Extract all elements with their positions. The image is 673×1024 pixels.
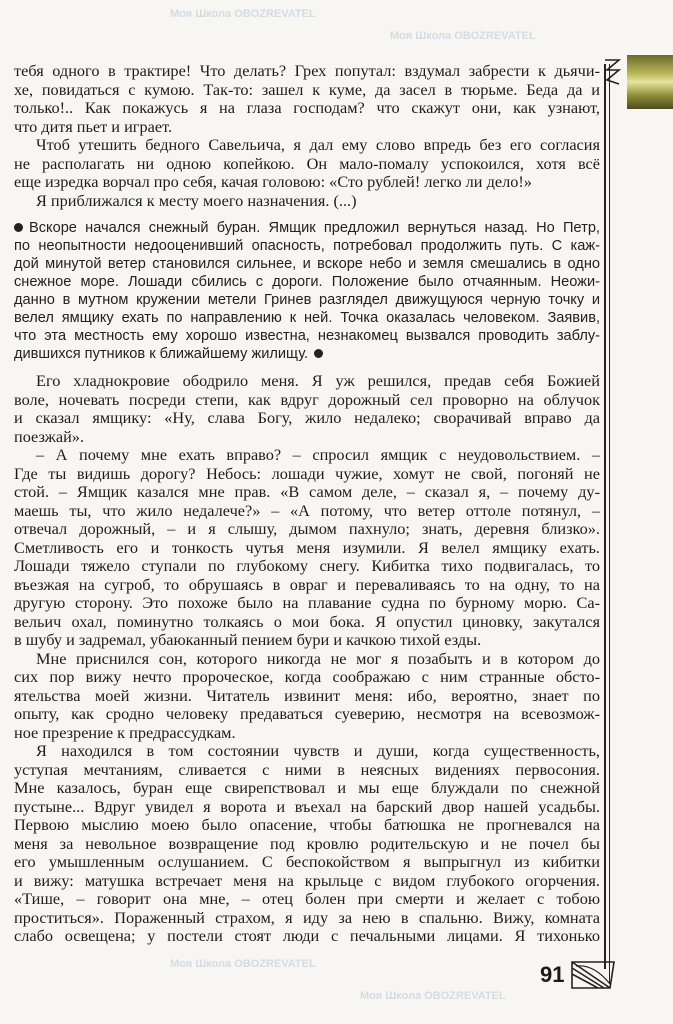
text-line-content: проститься». Пораженный страхом, я иду за нею в спальню. Вижу, комната [14,907,600,927]
text-line [14,62,600,81]
text-line-content: Мне приснился сон, которого никогда не мог я позабыть и в котором до [36,648,600,668]
watermark: Моя Школа OBOZREVATEL [170,8,316,20]
watermark: Моя Школа OBOZREVATEL [360,990,506,1002]
page-border-line [604,64,606,969]
watermark: Моя Школа OBOZREVATEL [170,958,316,970]
text-line-content: вельич охал, поминутно толкаясь о мои бока. Я опустил циновку, закутался [14,611,600,631]
text-line [14,372,600,391]
text-line [14,668,600,687]
text-line [14,345,600,363]
text-line [14,192,600,211]
text-line [14,173,600,192]
text-line-content: пустыне... Вдруг увидел я ворота и въехал на барский двор нашей усадьбы. [14,796,600,816]
text-line [14,255,600,273]
text-line [14,779,600,798]
text-line [14,798,600,817]
text-line [14,465,600,484]
text-line [14,273,600,291]
text-line [14,81,600,100]
text-block-main [14,372,600,946]
text-line-content: тебя одного в трактире! Что делать? Грех попутал: вздумал забрести к дьячи- [14,61,600,80]
text-line [14,724,600,743]
text-line-content: Мне казалось, буран еще свирепствовал и мы еще блуждали по снежной [14,778,600,797]
text-line [14,816,600,835]
watermark: Моя Школа OBOZREVATEL [390,30,536,42]
bullet-icon [14,223,23,232]
text-line [14,409,600,428]
text-line [14,761,600,780]
text-line-content: велел ямщику ехать по направлению к ней. Точка оказалась человеком. Заявив, [14,310,600,326]
text-line-content: снежное море. Лошади сбились с дороги. Положение было отчаянным. Неожи- [14,274,600,290]
text-line [14,835,600,854]
text-line [14,613,600,632]
text-line [14,428,600,447]
text-line-content: Вскоре начался снежный буран. Ямщик предложил вернуться назад. Но Петр, [29,220,600,236]
text-line [14,909,600,928]
text-line-content: и сказал ямщику: «Ну, слава Богу, жило недалеко; сворачивай вправо да [14,408,600,427]
text-line-content: дой минутой ветер становился сильнее, и вскоре небо и земля смешались в одно [14,256,600,272]
text-line [14,631,600,650]
text-line-content: Первою мыслию моею было опасение, чтобы батюшка не прогневался на [14,815,600,834]
text-line [14,219,600,237]
text-line-content: хе, повидаться с кумою. Так-то: зашел к куме, да засел в тюрьме. Беда да и [14,79,600,99]
text-line [14,136,600,155]
text-line-content: опыту, как сродно человеку предаваться суеверию, несмотря на всевозмож- [14,704,600,723]
page-border-line [609,64,610,984]
text-line-content: Я находился в том состоянии чувств и души, когда существенность, [36,741,600,760]
text-line [14,890,600,909]
text-line-content: «Тише, – говорит она мне, – отец болен при смерти и желает с тобою [14,889,600,908]
text-line [14,927,600,946]
text-line-content: ятельства моей жизни. Читатель извинит меня: ибо, вероятно, знает по [14,685,600,705]
decorative-tab [627,55,673,109]
text-line [14,520,600,539]
text-line [14,483,600,502]
text-line [14,853,600,872]
text-line-content: Я приближался к месту моего назначения. (...) [36,190,357,210]
text-line-content: Где ты видишь дорогу? Небось: лошади чужие, хомут не свой, погоняй не [14,463,600,483]
text-line-content: его умышленным ослушанием. С беспокойством я выпрыгнул из кибитки [14,852,600,871]
text-line-content: что дитя пьет и играет. [14,116,173,136]
text-line-content: – А почему мне ехать вправо? – спросил ямщик с неудовольствием. – [36,445,600,464]
text-line-content: в шубу и задремал, убаюканный пением бури и качкою тихой езды. [14,630,482,649]
text-block-top [14,62,600,210]
text-line [14,650,600,669]
text-line [14,391,600,410]
text-line [14,557,600,576]
text-line [14,309,600,327]
text-line-content: сих пор вижу нечто пророческое, когда соображаю с ним странные обсто- [14,667,600,686]
text-line-content: другую сторону. Это похоже было на плавание судна по бурному морю. Са- [14,593,600,612]
text-line [14,237,600,255]
text-line-content: маешь ты, что жило недалече?» – «А потому, что ветер оттоле потянул, – [14,500,600,520]
text-line-content: меня за невольное возвращение под кровлю родительскую и не почел бы [14,833,600,853]
text-line-content: Чтоб утешить бедного Савельича, я дал ему слово впредь без его согласия [36,135,600,154]
ornament-icon [570,958,616,992]
text-line-content: Его хладнокровие ободрило меня. Я уж решился, предав себя Божией [36,371,600,390]
bullet-icon [314,349,323,358]
summary-block [14,219,600,363]
text-line-content: ное презрение к предрассудкам. [14,722,236,742]
text-line-content: Лошади тяжело ступали по глубокому снегу. Кибитка тихо подвигалась, то [14,556,600,575]
text-line [14,99,600,118]
text-line [14,539,600,558]
text-line-content: по неопытности недооценивший опасность, потребовал продолжить путь. С каж- [14,238,600,254]
text-line-content: уступая мечтаниям, сливается с ними в неясных видениях первосония. [14,759,600,779]
text-line-content: еще изредка ворчал про себя, качая головою: «Сто рублей! легко ли дело!» [14,172,532,191]
page-number: 91 [540,962,565,987]
text-line-content: воле, ночевать посреди степи, как вдруг дорожный сел проворно на облучок [14,389,600,409]
text-line [14,872,600,891]
text-line [14,705,600,724]
text-line-content: что эта местность ему хорошо известна, незнакомец вызвался проводить заблу- [14,328,600,344]
text-line-content: въезжая на сугроб, то обрушаясь в овраг и переваливаясь то на одну, то на [14,574,600,594]
text-line-content: Сметливость его и тонкость чутья меня изумили. Я велел ямщику ехать. [14,537,600,557]
text-line-content: и вижу: матушка встречает меня на крыльце с видом глубокого огорчения. [14,870,600,890]
text-line [14,291,600,309]
text-line-content: только!.. Как покажусь я на глаза господам? что скажут они, как узнают, [14,98,600,117]
text-line-content: отвечал дорожный, – и я слышу, дымом пахнуло; знать, деревня близко». [14,519,600,538]
text-line [14,576,600,595]
text-line [14,687,600,706]
text-line-content: стой. – Ямщик казался мне прав. «В самом деле, – сказал я, – почему ду- [14,482,600,501]
text-line [14,446,600,465]
text-line [14,502,600,521]
text-line [14,327,600,345]
text-line [14,742,600,761]
text-line [14,118,600,137]
text-line-content: данно в мутном кружении метели Гринев разглядел движущуюся черную точку и [14,292,600,308]
text-line [14,594,600,613]
text-line-content: поезжай». [14,426,85,446]
text-line [14,155,600,174]
text-line-content: не располагать ни одною копейкою. Он мало-помалу успокоился, хотя всё [14,153,600,173]
text-line-content: слабо освещена; у постели стоят люди с печальными лицами. Я тихонько [14,926,600,945]
text-line-content: дившихся путников к ближайшему жилищу. [14,346,309,362]
